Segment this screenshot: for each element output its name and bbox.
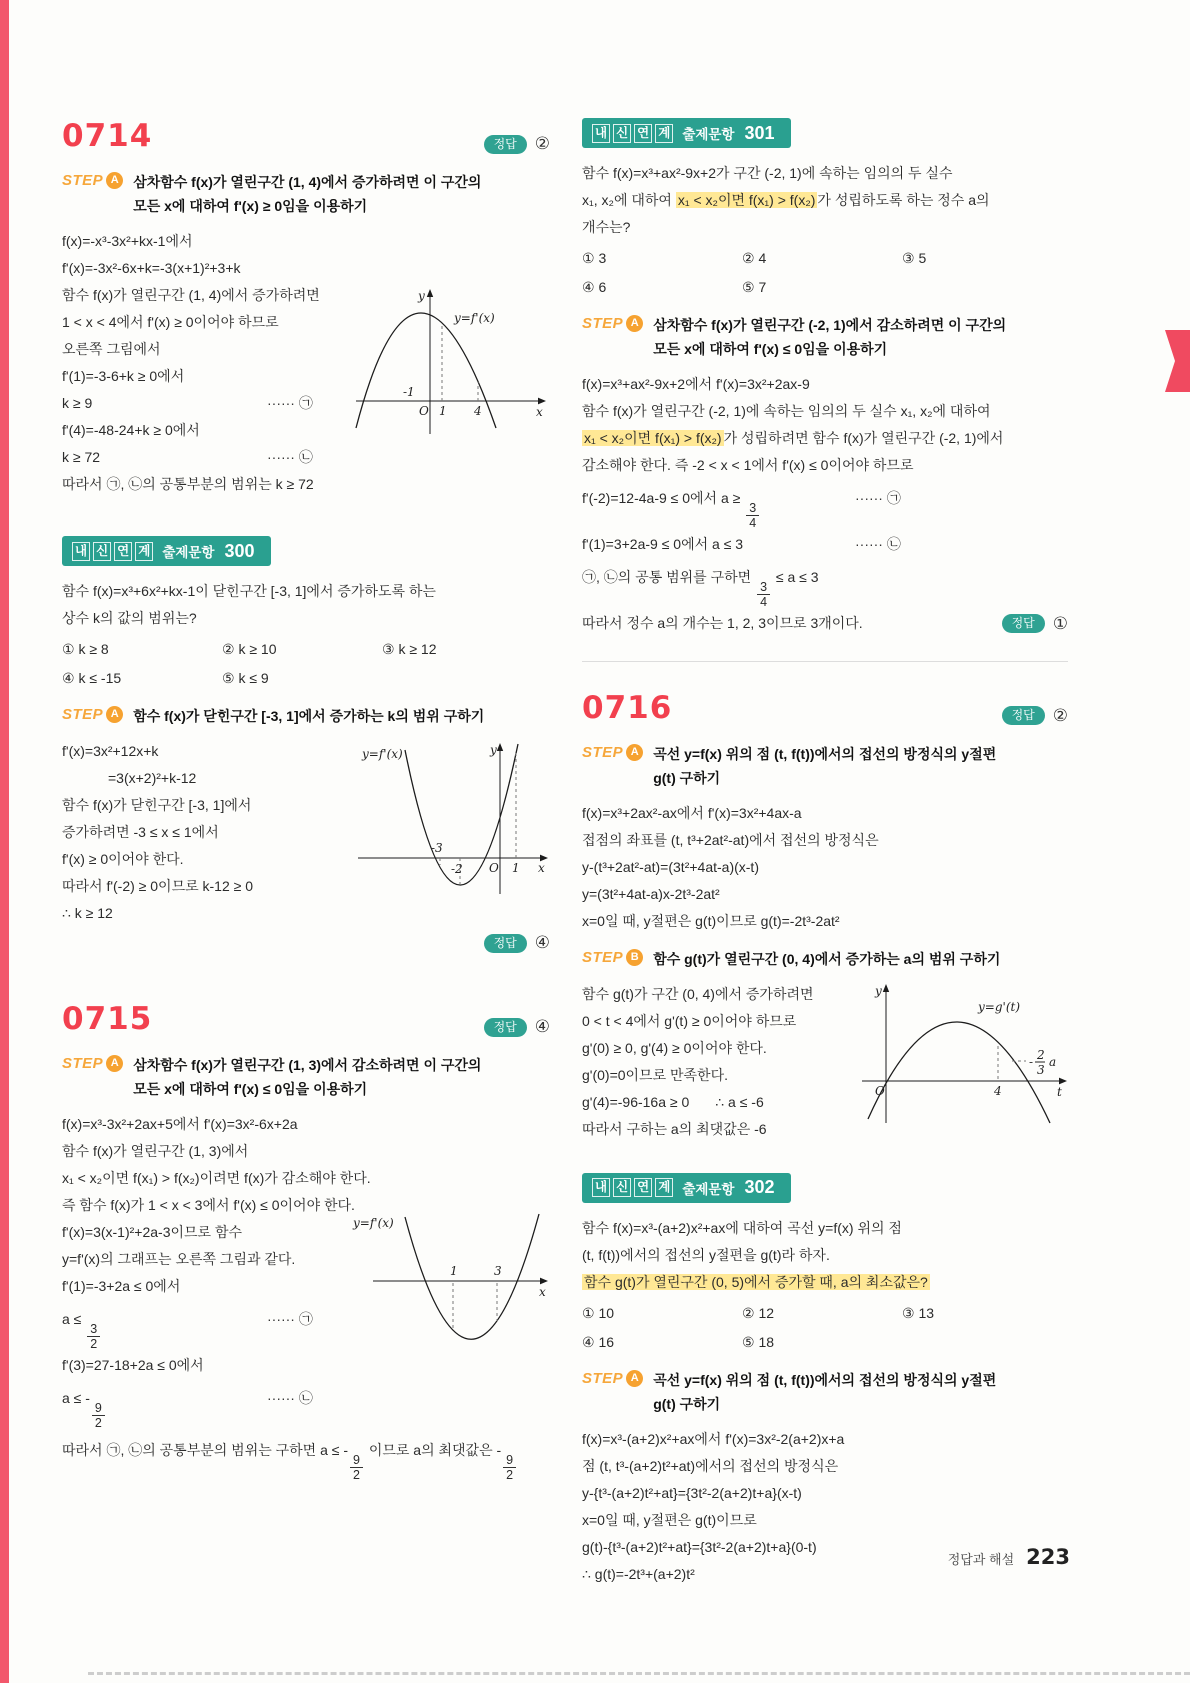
problem-number: 0714 — [62, 118, 153, 154]
fraction: $\frac{9}{2}$ — [350, 1453, 363, 1483]
solution-line: g(t)-{t³-(a+2)t²+at}={3t²-2(a+2)t+a}(0-t) — [582, 1538, 817, 1555]
exam-label: 출제문항 — [682, 1181, 735, 1197]
bookmark-tab — [1165, 330, 1190, 392]
question-line: 함수 f(x)=x³+ax²-9x+2가 구간 (-2, 1)에 속하는 임의의 두 실수 — [582, 165, 953, 181]
solution-line: 함수 g(t)가 구간 (0, 4)에서 증가하려면 — [582, 985, 814, 1002]
step-text-line: 곡선 y=f(x) 위의 점 (t, f(t))에서의 접선의 방정식의 y절편 — [653, 745, 997, 762]
answer-badge — [484, 1017, 550, 1037]
step-b-text — [653, 947, 1000, 971]
solution-line: =3(x+2)²+k-12 — [108, 770, 197, 786]
choice-1: ① 3 — [582, 250, 607, 266]
step-a-heading — [62, 704, 550, 728]
question-line: 개수는? — [582, 219, 631, 235]
x-axis-label: x — [539, 1285, 546, 1299]
right-column — [582, 118, 1068, 1588]
solution-line: k ≥ 72 ······ ㉡ — [62, 444, 550, 471]
choices-row-1 — [582, 1300, 1068, 1327]
origin-label: O — [489, 861, 499, 875]
question-line: x₁, x₂에 대하여 x₁ < x₂이면 f(x₁) > f(x₂) 가 성립하도록 하는 정수 a의 — [582, 192, 990, 208]
frac-numerator: 2 — [1037, 1047, 1045, 1062]
step-b-marker — [582, 947, 643, 971]
solution-line: ∴ k ≥ 12 — [62, 905, 113, 921]
choice-5: ⑤ k ≤ 9 — [222, 670, 269, 686]
exam-label: 출제문항 — [162, 545, 215, 560]
question-text — [582, 1215, 1068, 1296]
solution-line: 따라서 ㉠, ㉡의 공통부분의 범위는 k ≥ 72 — [62, 476, 314, 492]
step-text-line: 모든 x에 대하여 f'(x) ≥ 0임을 이용하기 — [133, 198, 368, 214]
graph-0716 — [856, 981, 1068, 1129]
choice-3: ③ 13 — [902, 1304, 935, 1321]
exam-link-header — [582, 118, 791, 148]
exam-number: 301 — [744, 122, 775, 143]
solution-line: y=(3t²+4at-a)x-2t³-2at² — [582, 885, 720, 902]
answer-choice: ④ — [534, 933, 550, 952]
step-a-marker — [582, 742, 643, 790]
step-a-text — [653, 742, 996, 790]
tick-4: 4 — [994, 1083, 1002, 1098]
curve-label: y=f'(x) — [353, 1216, 394, 1230]
exam-link-header — [582, 1173, 791, 1203]
exam-number: 302 — [744, 1177, 775, 1197]
choice-1: ① 10 — [582, 1304, 615, 1321]
step-a-text — [133, 170, 481, 218]
left-column — [62, 118, 550, 1482]
solution-0716-a — [582, 800, 1068, 935]
reference-mark: ······ ㉡ — [855, 535, 901, 552]
solution-line: 따라서 구하는 a의 최댓값은 -6 — [582, 1120, 767, 1137]
solution-line: 따라서 ㉠, ㉡의 공통부분의 범위는 구하면 a ≤ - $\frac{9}{2}$ 이므로 a의 최댓값은 - $\frac{9}{2}$ — [62, 1431, 550, 1483]
choice-4: ④ k ≤ -15 — [62, 670, 122, 686]
step-label: STEP — [62, 172, 104, 189]
column-divider — [582, 661, 1068, 662]
step-text-line: 함수 g(t)가 열린구간 (0, 4)에서 증가하는 a의 범위 구하기 — [653, 950, 1001, 967]
reference-mark: ······ ㉡ — [267, 449, 313, 465]
solution-line: y=f'(x)의 그래프는 오른쪽 그림과 같다. — [62, 1251, 296, 1267]
step-letter-icon: B — [626, 949, 643, 966]
solution-line: 함수 f(x)가 열린구간 (-2, 1)에 속하는 임의의 두 실수 x₁, x₂에 대하여 — [582, 403, 991, 419]
tick-1: 1 — [450, 1264, 458, 1278]
tick-4: 4 — [474, 404, 482, 418]
solution-line: f(x)=x³+2ax²-ax에서 f'(x)=3x²+4ax-a — [582, 804, 802, 821]
tick-neg1: -1 — [403, 385, 415, 399]
solution-line: x₁ < x₂이면 f(x₁) > f(x₂) 가 성립하려면 함수 f(x)가 열린구간 (-2, 1)에서 — [584, 430, 1004, 446]
exam-link-300 — [62, 536, 550, 953]
exam-brand: 내 신 연 계 — [592, 124, 673, 143]
fraction: $\frac{3}{2}$ — [87, 1322, 100, 1352]
solution-line: x=0일 때, y절편은 g(t)이므로 — [582, 1511, 757, 1528]
graph-0715 — [345, 1211, 550, 1346]
answer-choice: ② — [534, 134, 550, 153]
step-letter-icon: A — [626, 744, 643, 761]
solution-line: f'(x) ≥ 0이어야 한다. — [62, 851, 184, 867]
y-axis-arrow — [883, 984, 889, 992]
solution-line: 함수 f(x)가 닫힌구간 [-3, 1]에서 — [62, 797, 252, 813]
tick-1: 1 — [439, 404, 447, 418]
answer-choice: ④ — [534, 1017, 550, 1036]
solution-line: f(x)=x³-(a+2)x²+ax에서 f'(x)=3x²-2(a+2)x+a — [582, 1430, 845, 1447]
step-a-text — [133, 1053, 481, 1101]
solution-line: f'(1)=-3-6+k ≥ 0에서 — [62, 368, 185, 384]
y-axis-label: y — [490, 743, 497, 757]
solution-301 — [582, 371, 1068, 637]
solution-line: f(x)=x³-3x²+2ax+5에서 f'(x)=3x²-6x+2a — [62, 1116, 298, 1132]
problem-number: 0715 — [62, 1001, 153, 1037]
solution-line: g'(4)=-96-16a ≥ 0 ∴ a ≤ -6 — [582, 1093, 764, 1110]
reference-mark: ······ ㉠ — [267, 395, 313, 411]
graph-300 — [350, 738, 550, 900]
solution-line: f'(1)=-3+2a ≤ 0에서 — [62, 1278, 181, 1294]
problem-0716-header — [582, 690, 1068, 726]
solution-line: f'(x)=-3x²-6x+k=-3(x+1)²+3+k — [62, 260, 241, 276]
step-label: STEP — [582, 948, 624, 966]
tick-neg3: -3 — [431, 841, 443, 855]
choice-3: ③ 5 — [902, 250, 927, 266]
solution-line: a ≤ $\frac{3}{2}$ ······ ㉠ — [62, 1300, 550, 1352]
step-text-line: 삼차함수 f(x)가 열린구간 (1, 4)에서 증가하려면 이 구간의 — [133, 174, 482, 190]
solution-line: 1 < x < 4에서 f'(x) ≥ 0이어야 하므로 — [62, 314, 279, 330]
step-a-marker — [582, 1368, 643, 1416]
solution-line: 접점의 좌표를 (t, t³+2at²-at)에서 접선의 방정식은 — [582, 831, 879, 848]
choice-5: ⑤ 7 — [742, 279, 767, 295]
solution-line: ∴ g(t)=-2t³+(a+2)t² — [582, 1565, 695, 1582]
choice-4: ④ 6 — [582, 279, 607, 295]
bottom-dashed-rule — [88, 1672, 1190, 1675]
answer-pill: 정답 — [1002, 706, 1045, 725]
solution-line: 따라서 정수 a의 개수는 1, 2, 3이므로 3개이다. 정답 ① — [582, 610, 1068, 637]
highlighted-text: 함수 g(t)가 열린구간 (0, 5)에서 증가할 때, a의 최소값은? — [584, 1273, 928, 1290]
solution-line: ㉠, ㉡의 공통 범위를 구하면 $\frac{3}{4}$ ≤ a ≤ 3 — [582, 568, 819, 610]
page-number: 223 — [1026, 1545, 1070, 1569]
fraction: $\frac{9}{2}$ — [92, 1401, 105, 1431]
problem-0716 — [582, 690, 1068, 1143]
step-text-line: 곡선 y=f(x) 위의 점 (t, f(t))에서의 접선의 방정식의 y절편 — [653, 1371, 997, 1388]
frac-denominator: 3 — [1037, 1062, 1045, 1077]
choices-row-1 — [62, 636, 550, 663]
solution-line: f'(x)=3x²+12x+k — [62, 743, 159, 759]
solution-line: 함수 f(x)가 열린구간 (1, 4)에서 증가하려면 — [62, 287, 320, 303]
step-text-line: g(t) 구하기 — [653, 1395, 721, 1412]
solution-line: 증가하려면 -3 ≤ x ≤ 1에서 — [62, 824, 219, 840]
tick-neg2: -2 — [451, 862, 463, 876]
fraction: $\frac{9}{2}$ — [503, 1453, 516, 1483]
choice-2: ② 12 — [742, 1304, 775, 1321]
question-line: 함수 f(x)=x³+6x²+kx-1이 닫힌구간 [-3, 1]에서 증가하도록 하는 — [62, 583, 436, 599]
exam-brand: 내 신 연 계 — [592, 1178, 673, 1197]
frac-minus: - — [1029, 1054, 1034, 1069]
step-label: STEP — [582, 743, 624, 761]
step-a-text — [133, 704, 484, 728]
step-a-marker — [62, 704, 123, 728]
y-axis-arrow — [497, 743, 503, 751]
choice-3: ③ k ≥ 12 — [382, 641, 437, 657]
choice-1: ① k ≥ 8 — [62, 641, 109, 657]
fraction: $\frac{3}{4}$ — [757, 580, 770, 610]
solution-line: x₁ < x₂이면 f(x₁) > f(x₂)이려면 f(x)가 감소해야 한다. — [62, 1170, 371, 1186]
step-label: STEP — [582, 315, 624, 332]
exam-number: 300 — [224, 540, 255, 561]
t-axis-label: t — [1057, 1084, 1062, 1099]
solution-0715 — [62, 1111, 550, 1482]
highlighted-text: x₁ < x₂이면 f(x₁) > f(x₂) — [584, 430, 722, 446]
step-letter-icon: A — [106, 172, 123, 189]
solution-line: g'(0)=0이므로 만족한다. — [582, 1066, 728, 1083]
choice-2: ② 4 — [742, 250, 767, 266]
step-a-heading — [582, 313, 1068, 361]
page-footer — [948, 1545, 1070, 1569]
solution-line: f(x)=-x³-3x²+kx-1에서 — [62, 233, 193, 249]
answer-badge — [484, 134, 550, 154]
solution-line: 감소해야 한다. 즉 -2 < x < 1에서 f'(x) ≤ 0이어야 하므로 — [582, 457, 914, 473]
solution-line: f'(x)=3(x-1)²+2a-3이므로 함수 — [62, 1224, 242, 1240]
step-letter-icon: A — [106, 706, 123, 723]
answer-pill: 정답 — [1002, 614, 1045, 633]
solution-line: f'(4)=-48-24+k ≥ 0에서 — [62, 422, 200, 438]
step-letter-icon: A — [106, 1055, 123, 1072]
step-text-line: g(t) 구하기 — [653, 769, 721, 786]
choices-row-1 — [582, 245, 1068, 272]
x-axis-label: x — [538, 861, 545, 875]
problem-0714-header — [62, 118, 550, 154]
page-edge-bar — [0, 0, 9, 1683]
solution-line: 즉 함수 f(x)가 1 < x < 3에서 f'(x) ≤ 0이어야 한다. — [62, 1197, 355, 1213]
question-line — [582, 1269, 1068, 1296]
highlighted-text: x₁ < x₂이면 f(x₁) > f(x₂) — [677, 192, 816, 208]
step-text-line: 모든 x에 대하여 f'(x) ≤ 0임을 이용하기 — [653, 341, 888, 357]
choices-row-2 — [62, 665, 550, 692]
problem-0715-header — [62, 1001, 550, 1037]
solution-line: 점 (t, t³-(a+2)t²+at)에서의 접선의 방정식은 — [582, 1457, 839, 1474]
parabola-curve — [405, 1214, 539, 1339]
problem-number: 0716 — [582, 689, 673, 726]
solution-line: g'(0) ≥ 0, g'(4) ≥ 0이어야 한다. — [582, 1039, 767, 1056]
step-a-heading — [582, 1368, 1068, 1416]
answer-pill: 정답 — [484, 934, 527, 953]
solution-line: k ≥ 9 ······ ㉠ — [62, 390, 550, 417]
tick-3: 3 — [494, 1264, 502, 1278]
exam-link-302 — [582, 1173, 1068, 1588]
step-a-text — [653, 1368, 996, 1416]
question-line: 상수 k의 값의 범위는? — [62, 610, 197, 626]
answer-badge — [1002, 706, 1068, 726]
problem-0714 — [62, 118, 550, 498]
step-a-marker — [62, 1053, 123, 1101]
step-text-line: 삼차함수 f(x)가 열린구간 (-2, 1)에서 감소하려면 이 구간의 — [653, 317, 1007, 333]
step-a-heading — [582, 742, 1068, 790]
choices-row-2 — [582, 1329, 1068, 1356]
choice-5: ⑤ 18 — [742, 1333, 775, 1350]
choice-2: ② k ≥ 10 — [222, 641, 277, 657]
solution-line: x=0일 때, y절편은 g(t)이므로 g(t)=-2t³-2at² — [582, 912, 840, 929]
step-a-heading — [62, 170, 550, 218]
curve-label: y=f'(x) — [454, 311, 495, 325]
step-a-text — [653, 313, 1006, 361]
step-text-line: 함수 f(x)가 닫힌구간 [-3, 1]에서 증가하는 k의 범위 구하기 — [133, 708, 485, 724]
solution-0716-b — [582, 981, 1068, 1143]
exam-brand: 내 신 연 계 — [72, 542, 153, 561]
solution-0714 — [62, 228, 550, 498]
choices-row-2 — [582, 274, 1068, 301]
x-axis-arrow — [538, 398, 546, 405]
footer-label: 정답과 해설 — [947, 1552, 1015, 1567]
solution-line: a ≤ - $\frac{9}{2}$ ······ ㉡ — [62, 1379, 550, 1431]
origin-label: O — [875, 1083, 885, 1098]
question-text — [582, 160, 1068, 241]
solution-line: f(x)=x³+ax²-9x+2에서 f'(x)=3x²+2ax-9 — [582, 376, 810, 392]
question-line: 함수 f(x)=x³-(a+2)x²+ax에 대하여 곡선 y=f(x) 위의 점 — [582, 1219, 902, 1236]
step-a-marker — [582, 313, 643, 361]
parabola-curve — [868, 1021, 1050, 1122]
curve-label: y=f'(x) — [362, 747, 403, 761]
step-text-line: 모든 x에 대하여 f'(x) ≤ 0임을 이용하기 — [133, 1081, 368, 1097]
answer-badge — [1002, 610, 1068, 637]
step-label: STEP — [582, 1369, 624, 1387]
solution-line: 오른쪽 그림에서 — [62, 341, 161, 357]
origin-label: O — [419, 404, 429, 418]
step-b-heading — [582, 947, 1068, 971]
step-text-line: 삼차함수 f(x)가 열린구간 (1, 3)에서 감소하려면 이 구간의 — [133, 1057, 482, 1073]
y-axis-label: y — [875, 983, 882, 998]
solution-line: 0 < t < 4에서 g'(t) ≥ 0이어야 하므로 — [582, 1012, 797, 1029]
x-axis-label: x — [536, 405, 543, 419]
step-a-heading — [62, 1053, 550, 1101]
solution-line: f'(3)=27-18+2a ≤ 0에서 — [62, 1356, 204, 1373]
x-axis-arrow — [540, 1278, 548, 1285]
fraction: $\frac{3}{4}$ — [746, 501, 759, 531]
step-label: STEP — [62, 1055, 104, 1072]
graph-0714 — [350, 286, 550, 438]
t-axis-arrow — [1059, 1077, 1067, 1084]
solution-line: y-{t³-(a+2)t²+at}={3t²-2(a+2)t+a}(x-t) — [582, 1484, 802, 1501]
solution-line: f'(1)=3+2a-9 ≤ 0에서 a ≤ 3 ······ ㉡ — [582, 531, 1068, 558]
tick-1: 1 — [512, 861, 520, 875]
frac-variable: a — [1049, 1054, 1057, 1069]
solution-line: 함수 f(x)가 열린구간 (1, 3)에서 — [62, 1143, 249, 1159]
question-text — [62, 578, 550, 632]
exam-link-header — [62, 536, 271, 566]
answer-choice: ① — [1052, 613, 1068, 633]
reference-mark: ······ ㉡ — [267, 1389, 313, 1406]
answer-choice: ② — [1052, 705, 1068, 725]
curve-label: y=g'(t) — [978, 999, 1020, 1014]
step-letter-icon: A — [626, 1370, 643, 1387]
step-letter-icon: A — [626, 315, 643, 332]
answer-badge — [62, 933, 550, 953]
reference-mark: ······ ㉠ — [855, 490, 901, 506]
exam-link-301 — [582, 118, 1068, 637]
exam-label: 출제문항 — [682, 127, 735, 142]
answer-pill: 정답 — [484, 135, 527, 154]
question-line: (t, f(t))에서의 접선의 y절편을 g(t)라 하자. — [582, 1246, 830, 1263]
answer-pill: 정답 — [484, 1018, 527, 1037]
solution-line: f'(-2)=12-4a-9 ≤ 0에서 a ≥ $\frac{3}{4}$ ······ ㉠ — [582, 479, 1068, 531]
choice-4: ④ 16 — [582, 1333, 615, 1350]
step-a-marker — [62, 170, 123, 218]
y-axis-arrow — [427, 289, 433, 297]
y-axis-label: y — [418, 289, 425, 303]
solution-line: y-(t³+2at²-at)=(3t²+4at-a)(x-t) — [582, 858, 759, 875]
solution-line: 따라서 f'(-2) ≥ 0이므로 k-12 ≥ 0 — [62, 878, 253, 894]
step-label: STEP — [62, 706, 104, 723]
reference-mark: ······ ㉠ — [267, 1311, 313, 1327]
problem-0715 — [62, 1001, 550, 1482]
solution-300 — [62, 738, 550, 927]
